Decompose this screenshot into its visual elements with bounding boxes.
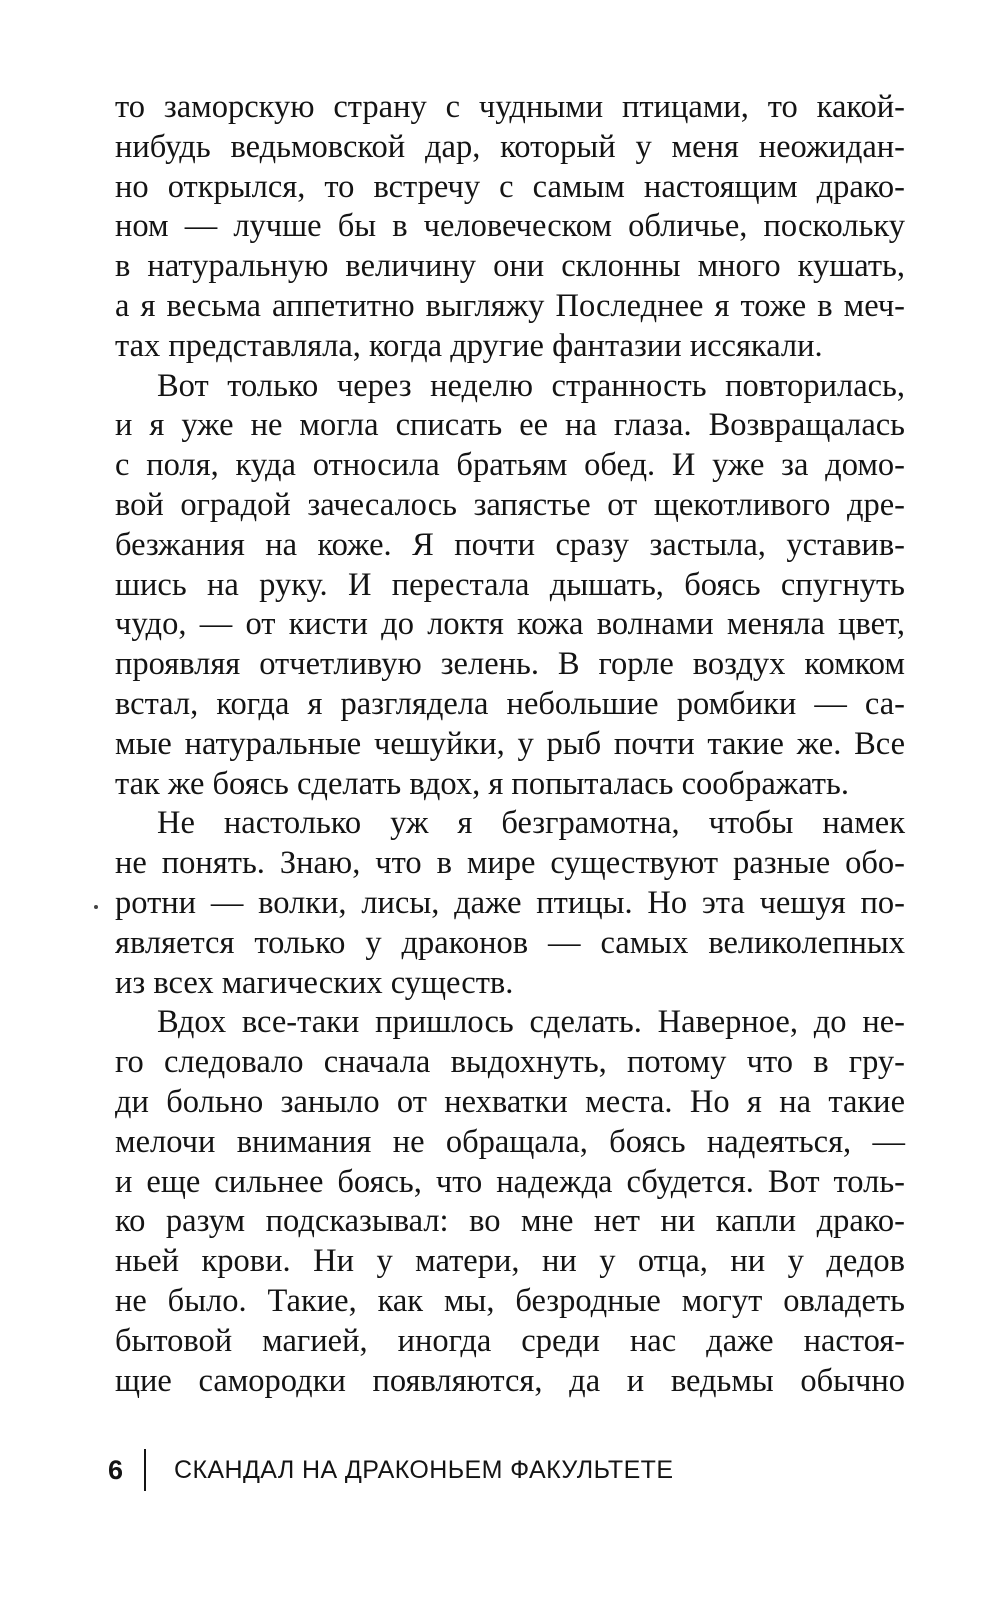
text-line: с поля, куда относила братьям обед. И уже за домо-: [115, 447, 905, 484]
text-line: Вот только через неделю странность повторилась,: [157, 367, 905, 404]
text-line: чудо, — от кисти до локтя кожа волнами меняла цвет,: [115, 606, 905, 643]
text-line: ньей крови. Ни у матери, ни у отца, ни у дедов: [115, 1243, 905, 1280]
text-line: ротни — волки, лисы, даже птицы. Но эта чешуя по-: [115, 884, 905, 921]
text-line: мые натуральные чешуйки, у рыб почти такие же. Все: [115, 725, 905, 762]
text-line: вой оградой зачесалось запястье от щекотливого дре-: [115, 486, 905, 523]
text-line: так же боясь сделать вдох, я попыталась соображать.: [115, 765, 849, 802]
text-line: в натуральную величину они склонны много кушать,: [115, 248, 905, 285]
text-line: из всех магических существ.: [115, 964, 514, 1001]
text-line: то заморскую страну с чудными птицами, то какой-: [115, 89, 905, 125]
body-text: [115, 88, 905, 1401]
text-line: и я уже не могла списать ее на глаза. Возвращалась: [115, 407, 905, 444]
text-line: Вдох все-таки пришлось сделать. Наверное, до не-: [157, 1004, 905, 1041]
text-line: го следовало сначала выдохнуть, потому что в гру-: [115, 1044, 905, 1081]
text-line: безжания на коже. Я почти сразу застыла, уставив-: [115, 526, 905, 563]
print-speck: [94, 905, 98, 909]
page-number: 6: [108, 1454, 124, 1485]
text-line: нибудь ведьмовской дар, который у меня неожидан-: [115, 128, 905, 165]
text-line: щие самородки появляются, да и ведьмы обычно: [115, 1362, 905, 1399]
running-title: СКАНДАЛ НА ДРАКОНЬЕМ ФАКУЛЬТЕТЕ: [174, 1455, 674, 1484]
text-line: ди больно заныло от нехватки места. Но я на такие: [115, 1083, 905, 1120]
text-line: бытовой магией, иногда среди нас даже настоя-: [115, 1322, 905, 1359]
text-line: не понять. Знаю, что в мире существуют разные обо-: [115, 845, 905, 882]
text-line: является только у драконов — самых великолепных: [115, 924, 905, 961]
text-line: тах представляла, когда другие фантазии иссякали.: [115, 327, 823, 364]
text-line: и еще сильнее боясь, что надежда сбудется. Вот толь-: [115, 1163, 905, 1200]
text-line: а я весьма аппетитно выгляжу Последнее я тоже в меч-: [115, 287, 905, 324]
page-footer: [108, 1448, 673, 1492]
text-line: ко разум подсказывал: во мне нет ни капли драко-: [115, 1203, 905, 1240]
text-line: встал, когда я разглядела небольшие ромбики — са-: [115, 685, 905, 722]
text-line: не было. Такие, как мы, безродные могут овладеть: [115, 1282, 905, 1319]
text-line: но открылся, то встречу с самым настоящим драко-: [115, 168, 905, 205]
text-line: Не настолько уж я безграмотна, чтобы намек: [157, 805, 905, 842]
text-line: ном — лучше бы в человеческом обличье, поскольку: [115, 208, 905, 245]
text-line: проявляя отчетливую зелень. В горле воздух комком: [115, 646, 905, 683]
text-line: мелочи внимания не обращала, боясь надеяться, —: [115, 1123, 905, 1160]
text-line: шись на руку. И перестала дышать, боясь спугнуть: [115, 566, 905, 603]
footer-divider: [144, 1449, 146, 1491]
